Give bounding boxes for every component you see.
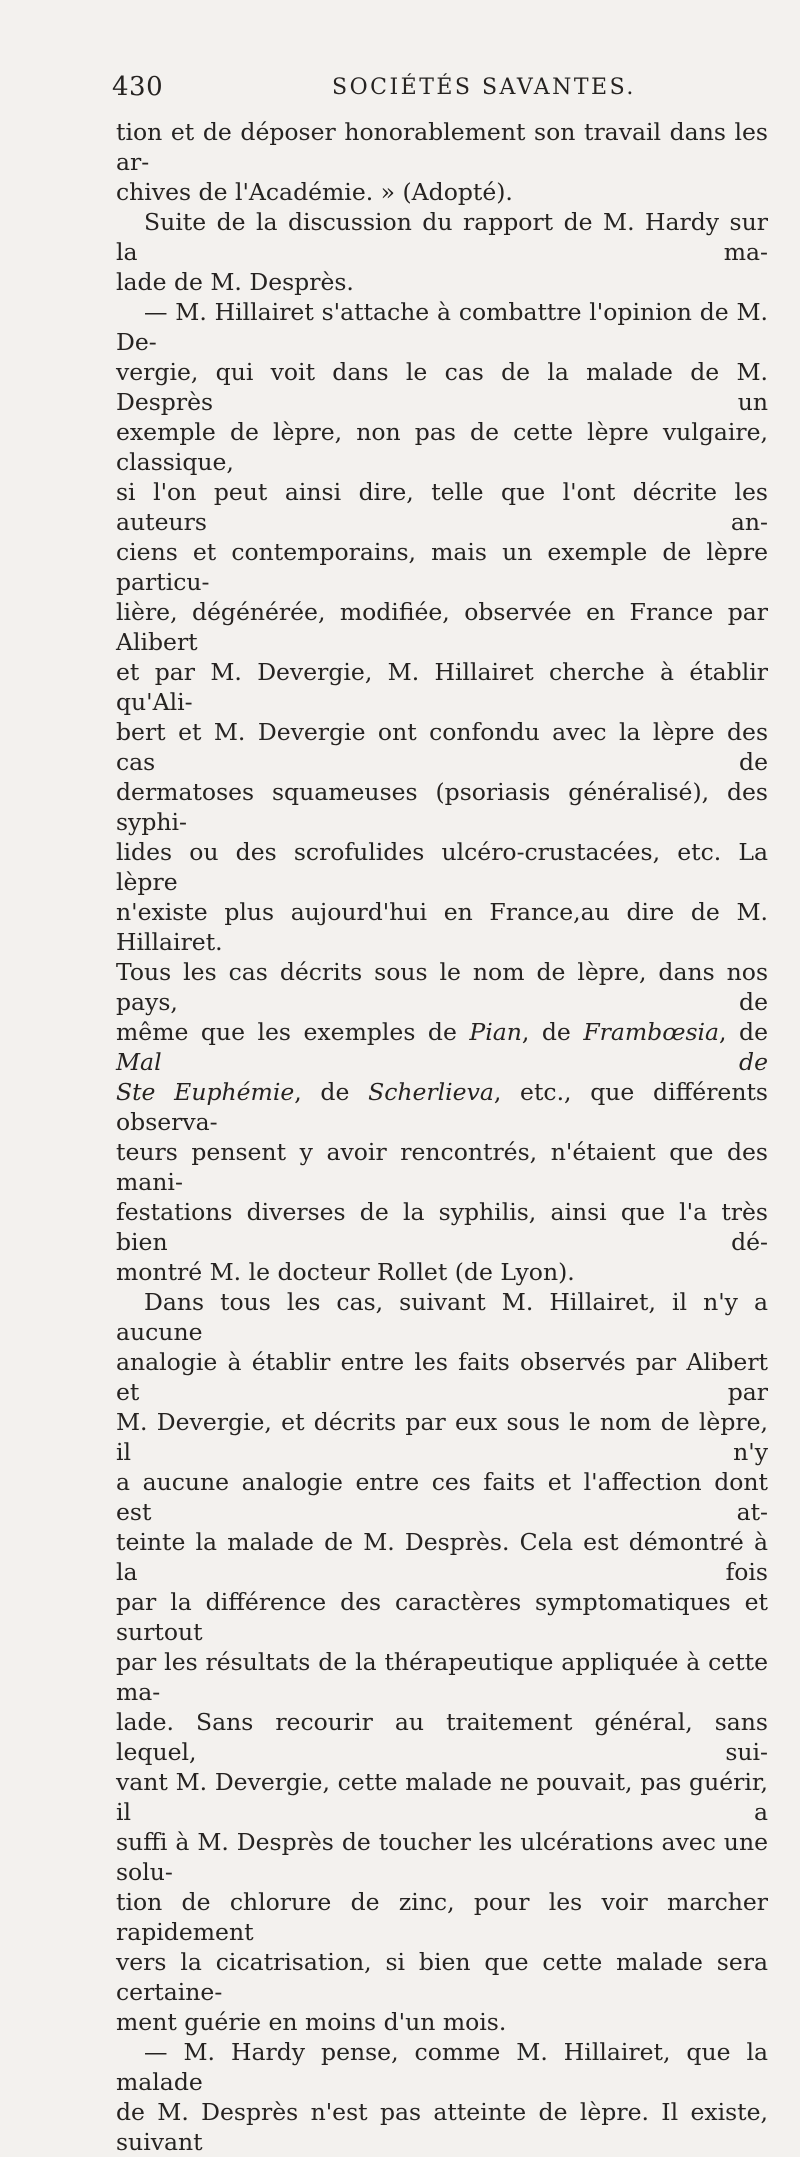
text-span: même que les exemples de (116, 1018, 470, 1046)
text-span: , de (719, 1018, 768, 1046)
text-line: par la différence des caractères symptomatiques et surtout (116, 1588, 768, 1646)
page-header (112, 72, 772, 108)
text-line: par les résultats de la thérapeutique appliquée à cette ma- (116, 1648, 768, 1706)
text-line: teurs pensent y avoir rencontrés, n'étaient que des mani- (116, 1138, 768, 1196)
text-line: lade de M. Desprès. (116, 268, 354, 296)
text-line: montré M. le docteur Rollet (de Lyon). (116, 1258, 575, 1286)
text-line: tion et de déposer honorablement son travail dans les ar- (116, 118, 768, 176)
text-line: — M. Hillairet s'attache à combattre l'opinion de M. De- (116, 298, 768, 356)
page-number: 430 (112, 72, 164, 102)
text-line: vergie, qui voit dans le cas de la malade de M. Desprès un (116, 358, 768, 416)
text-line: exemple de lèpre, non pas de cette lèpre vulgaire, classique, (116, 418, 768, 476)
text-line: lade. Sans recourir au traitement général, sans lequel, sui- (116, 1708, 768, 1766)
text-line-italic-mixed (116, 1077, 768, 1137)
text-line: vant M. Devergie, cette malade ne pouvait, pas guérir, il a (116, 1768, 768, 1826)
text-line: suffi à M. Desprès de toucher les ulcérations avec une solu- (116, 1828, 768, 1886)
text-line: M. Devergie, et décrits par eux sous le nom de lèpre, il n'y (116, 1408, 768, 1466)
text-line: a aucune analogie entre ces faits et l'affection dont est at- (116, 1468, 768, 1526)
italic-term: Scherlieva (368, 1078, 494, 1106)
text-line: Suite de la discussion du rapport de M. Hardy sur la ma- (116, 208, 768, 266)
text-line: si l'on peut ainsi dire, telle que l'ont décrite les auteurs an- (116, 478, 768, 536)
text-line: ment guérie en moins d'un mois. (116, 2008, 507, 2036)
text-line: festations diverses de la syphilis, ainsi que l'a très bien dé- (116, 1198, 768, 1256)
italic-term: Ste Euphémie (116, 1078, 295, 1106)
text-line: tion de chlorure de zinc, pour les voir marcher rapidement (116, 1888, 768, 1946)
body-text (116, 117, 768, 2157)
text-line: ciens et contemporains, mais un exemple de lèpre particu- (116, 538, 768, 596)
text-line: n'existe plus aujourd'hui en France,au dire de M. Hillairet. (116, 898, 768, 956)
text-line: teinte la malade de M. Desprès. Cela est démontré à la fois (116, 1528, 768, 1586)
text-line: Tous les cas décrits sous le nom de lèpre, dans nos pays, de (116, 958, 768, 1016)
text-line: chives de l'Académie. » (Adopté). (116, 178, 513, 206)
italic-term: Frambœsia (583, 1018, 720, 1046)
text-line: lière, dégénérée, modifiée, observée en France par Alibert (116, 598, 768, 656)
italic-term: Pian (469, 1018, 522, 1046)
text-span: , de (521, 1018, 584, 1046)
text-line: lides ou des scrofulides ulcéro-crustacées, etc. La lèpre (116, 838, 768, 896)
text-line: et par M. Devergie, M. Hillairet cherche à établir qu'Ali- (116, 658, 768, 716)
text-line: bert et M. Devergie ont confondu avec la lèpre des cas de (116, 718, 768, 776)
running-head: SOCIÉTÉS SAVANTES. (332, 75, 636, 100)
text-line: Dans tous les cas, suivant M. Hillairet, il n'y a aucune (116, 1288, 768, 1346)
italic-term: Mal de (116, 1048, 768, 1076)
text-span: , etc., que différents observa- (116, 1078, 768, 1136)
text-span: , de (294, 1078, 369, 1106)
text-line-italic-mixed (116, 1017, 768, 1077)
text-line: de M. Desprès n'est pas atteinte de lèpre. Il existe, suivant (116, 2098, 768, 2156)
text-line: vers la cicatrisation, si bien que cette malade sera certaine- (116, 1948, 768, 2006)
text-line: — M. Hardy pense, comme M. Hillairet, que la malade (116, 2038, 768, 2096)
text-line: dermatoses squameuses (psoriasis généralisé), des syphi- (116, 778, 768, 836)
text-line: analogie à établir entre les faits observés par Alibert et par (116, 1348, 768, 1406)
